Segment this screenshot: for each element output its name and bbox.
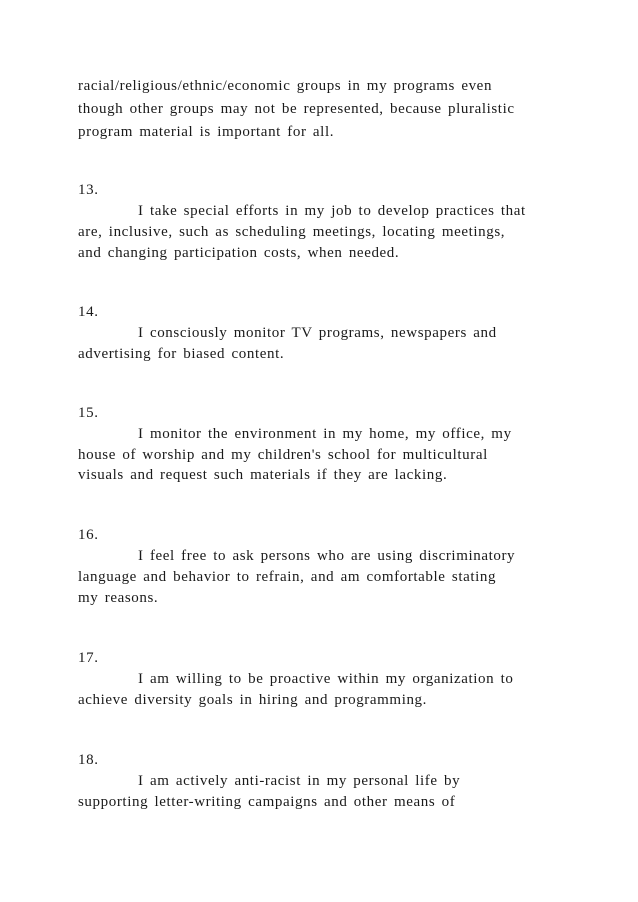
item-16-number: 16.: [78, 527, 99, 543]
item-15-line-3: visuals and request such materials if they are lacking.: [78, 467, 448, 483]
item-18-number: 18.: [78, 752, 99, 768]
intro-line-3: program material is important for all.: [78, 124, 335, 140]
item-16-line-1: I feel free to ask persons who are using discriminatory: [138, 548, 516, 564]
intro-line-2: though other groups may not be represented, because pluralistic: [78, 101, 515, 117]
item-13-line-1: I take special efforts in my job to develop practices that: [138, 203, 526, 219]
item-13-line-2: are, inclusive, such as scheduling meetings, locating meetings,: [78, 224, 506, 240]
item-13-line-3: and changing participation costs, when needed.: [78, 245, 400, 261]
item-17-line-1: I am willing to be proactive within my organization to: [138, 671, 514, 687]
item-18-line-1: I am actively anti-racist in my personal life by: [138, 773, 461, 789]
item-16-line-3: my reasons.: [78, 590, 159, 606]
item-14-line-2: advertising for biased content.: [78, 346, 285, 362]
item-17-line-2: achieve diversity goals in hiring and programming.: [78, 692, 428, 708]
item-17-number: 17.: [78, 650, 99, 666]
item-14-line-1: I consciously monitor TV programs, newspapers and: [138, 325, 497, 341]
item-16-line-2: language and behavior to refrain, and am comfortable stating: [78, 569, 497, 585]
item-15-number: 15.: [78, 405, 99, 421]
intro-line-1: racial/religious/ethnic/economic groups in my programs even: [78, 78, 493, 94]
item-13-number: 13.: [78, 182, 99, 198]
item-18-line-2: supporting letter-writing campaigns and other means of: [78, 794, 456, 810]
item-15-line-2: house of worship and my children's school for multicultural: [78, 447, 488, 463]
item-14-number: 14.: [78, 304, 99, 320]
item-15-line-1: I monitor the environment in my home, my office, my: [138, 426, 512, 442]
